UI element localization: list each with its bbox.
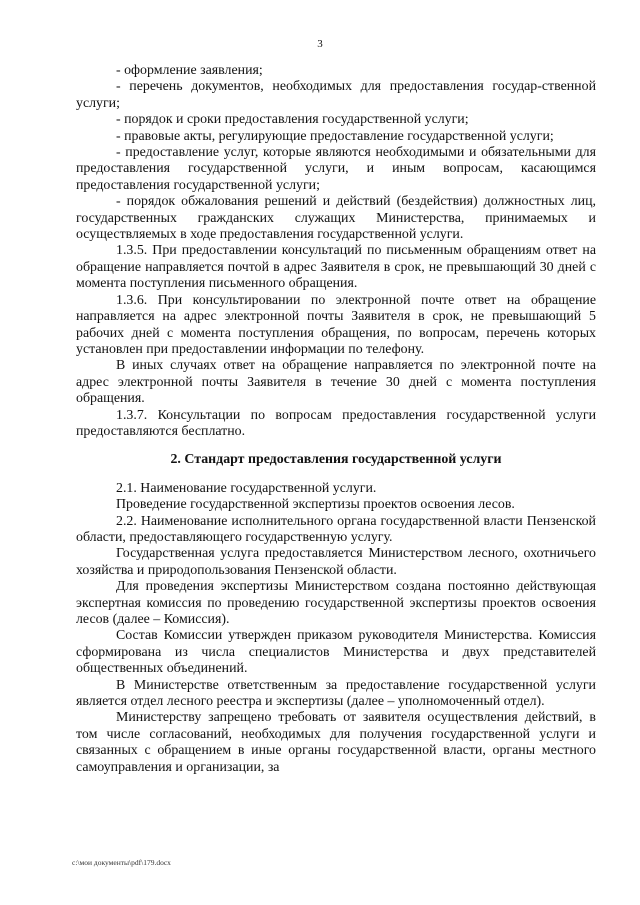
paragraph: 2.1. Наименование государственной услуги. (116, 480, 377, 496)
list-item: - порядок обжалования решений и действий (бездействия) должностных лиц, государственных гражданских служащих Министерства, принимаемых и осуществляемых в ходе предоставления государственной услуги. (76, 194, 596, 243)
paragraph: Состав Комиссии утвержден приказом руководителя Министерства. Комиссия сформирована из числа специалистов Министерства и двух представителей общественных объединений. (76, 628, 596, 677)
file-path-footer: c:\мои документы\pdf\179.docx (72, 858, 171, 867)
list-item: - правовые акты, регулирующие предоставление государственной услуги; (116, 128, 554, 144)
paragraph: Государственная услуга предоставляется Министерством лесного, охотничьего хозяйства и природопользования Пензенской области. (76, 546, 596, 578)
paragraph: Проведение государственной экспертизы проектов освоения лесов. (116, 497, 515, 513)
paragraph: 1.3.6. При консультировании по электронной почте ответ на обращение направляется на адрес электронной почты Заявителя в срок, не превышающий 5 рабочих дней с момента поступления обращения, по вопросам, перечень которых установлен при предоставлении информации по телефону. (76, 292, 596, 357)
list-item: - предоставление услуг, которые являются необходимыми и обязательными для предоставления государственной услуги, и иным вопросам, касающимся предоставления государственной услуги; (76, 145, 596, 193)
document-body (76, 63, 596, 776)
paragraph: 1.3.7. Консультации по вопросам предоставления государственной услуги предоставляются бесплатно. (76, 407, 596, 439)
paragraph: Министерству запрещено требовать от заявителя осуществления действий, в том числе согласований, необходимых для получения государственной услуги и связанных с обращением в иные органы государственной власти, органы местного самоуправления и организации, за (76, 710, 596, 775)
list-item: - порядок и сроки предоставления государственной услуги; (116, 112, 469, 128)
paragraph: 2.2. Наименование исполнительного органа государственной власти Пензенской области, предоставляющего государственную услугу. (76, 513, 596, 545)
list-item: - перечень документов, необходимых для предоставления государ-ственной услуги; (76, 79, 596, 111)
list-item: - оформление заявления; (116, 63, 263, 78)
page-number: 3 (317, 38, 323, 50)
paragraph: Для проведения экспертизы Министерством создана постоянно действующая экспертная комиссия по проведению государственной экспертизы проектов освоения лесов (далее – Комиссия). (76, 579, 596, 627)
paragraph: В Министерстве ответственным за предоставление государственной услуги является отдел лесного реестра и экспертизы (далее – уполномоченный отдел). (76, 677, 596, 710)
section-heading: 2. Стандарт предоставления государственной услуги (170, 452, 502, 468)
paragraph: В иных случаях ответ на обращение направляется по электронной почте на адрес электронной почты Заявителя в течение 30 дней с момента поступления обращения. (76, 358, 596, 407)
paragraph: 1.3.5. При предоставлении консультаций по письменным обращениям ответ на обращение направляется почтой в адрес Заявителя в срок, не превышающий 30 дней с момента поступления письменного обращения. (76, 243, 596, 292)
